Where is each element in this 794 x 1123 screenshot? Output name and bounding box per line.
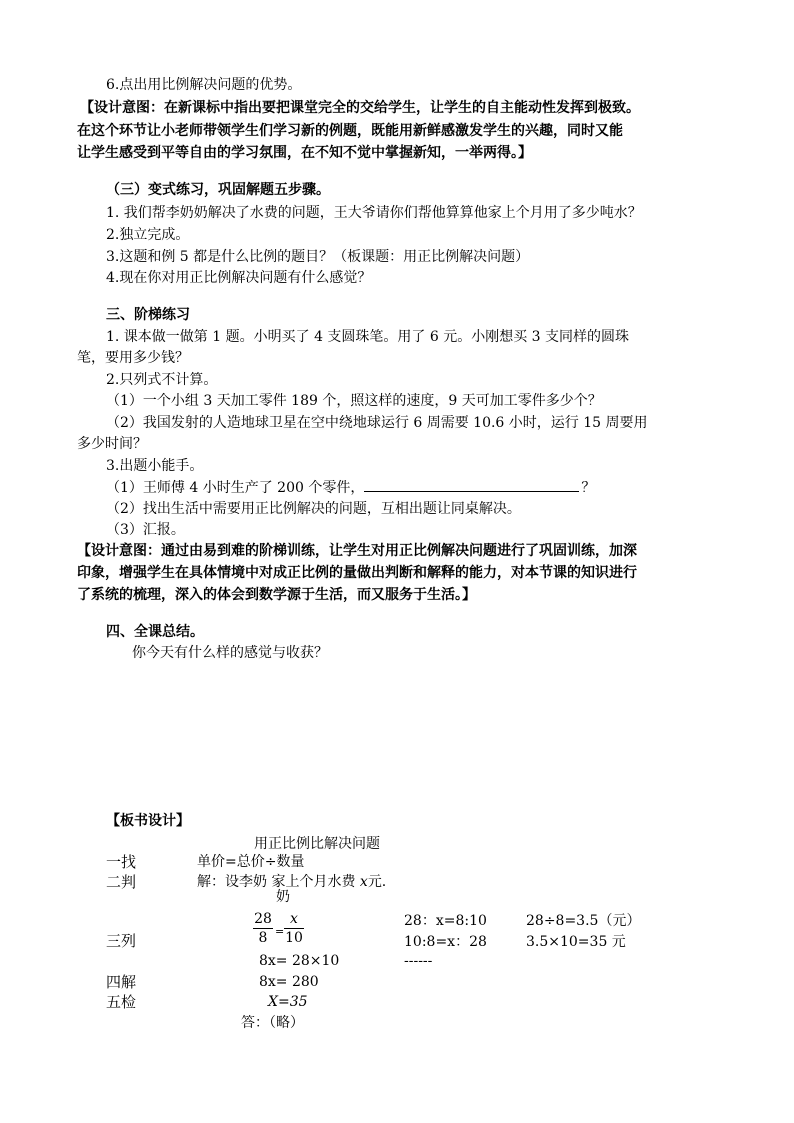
ratio-dots: ------ [404,953,433,969]
step-3-label: 三列 [106,932,137,950]
tiered-q3-3: （3）汇报。 [106,522,185,538]
tiered-q2-1: （1）一个小组 3 天加工零件 189 个，照这样的速度，9 天可加工零件多少个？ [106,393,602,409]
design-note-1-line-2: 在这个环节让小老师带领学生们学习新的例题，既能用新鲜感激发学生的兴趣，同时又能 [77,123,623,139]
board-title: 用正比例比解决问题 [254,836,380,852]
step-4-label: 四解 [106,973,137,991]
step-2-text [197,872,386,892]
fraction-right-numerator: x [290,911,298,927]
tiered-q3-1-prefix: （1）王师傅 4 小时生产了 200 个零件， [106,480,365,496]
tiered-q1-line-2: 笔，要用多少钱？ [77,350,189,366]
ratio-line-1: 28：x=8:10 [404,913,487,929]
design-note-2-line-2: 印象，增强学生在具体情境中对成正比例的量做出判断和解释的能力，对本节课的知识进行 [77,565,637,581]
section-4-question: 你今天有什么样的感觉与收获？ [132,645,328,661]
step-5-equation: X=35 [268,994,308,1010]
tiered-heading: 三、阶梯练习 [106,307,190,323]
equation-expand: 8x= 28×10 [259,953,340,969]
design-note-2-line-1: 【设计意图：通过由易到难的阶梯训练，让学生对用正比例解决问题进行了巩固训练，加深 [77,543,637,559]
tiered-q2-2-line-1: （2）我国发射的人造地球卫星在空中绕地球运行 6 周需要 10.6 小时，运行 15 周要用 [106,415,648,431]
board-heading: 【板书设计】 [106,813,190,829]
fraction-right [284,911,304,946]
step-2-text-a: 解：设李奶 [197,874,267,890]
fraction-equals: = [275,925,285,938]
design-note-1-line-1: 【设计意图：在新课标中指出要把课堂完全的交给学生，让学生的自主能动性发挥到极致。 [80,100,640,116]
calc-line-2: 3.5×10=35 元 [526,934,626,950]
step-2-label: 二判 [106,873,137,891]
section-3-item-3: 3.这题和例 5 都是什么比例的题目？（板课题：用正比例解决问题） [106,249,530,265]
section-3-item-4: 4.现在你对用正比例解决问题有什么感觉？ [106,270,372,286]
section-3-item-1: 1. 我们帮李奶奶解决了水费的问题，王大爷请你们帮他算算他家上个月用了多少吨水？ [106,205,642,221]
step-5-label: 五检 [106,993,137,1011]
design-note-2-line-3: 了系统的梳理，深入的体会到数学源于生活，而又服务于生活。】 [77,587,476,603]
tiered-q1-line-1: 1. 课本做一做第 1 题。小明买了 4 支圆珠笔。用了 6 元。小刚想买 3 支同样的圆珠 [106,329,630,345]
step-1-text: 单价=总价÷数量 [197,854,305,870]
fraction-left-numerator: 28 [254,911,272,927]
step-2-wrap-char: 奶 [276,889,290,905]
fraction-right-denominator: 10 [285,930,303,946]
step-1-label: 一找 [106,853,137,871]
step-4-equation: 8x= 280 [259,974,319,990]
answer-blank [364,477,579,492]
section-3-heading: （三）变式练习，巩固解题五步骤。 [106,182,330,198]
calc-line-1: 28÷8=3.5（元） [526,913,641,929]
section-4-heading: 四、全课总结。 [106,624,204,640]
step-2-text-b: 家上个月水费 [271,874,356,890]
tiered-q3-1 [106,477,595,498]
step-2-text-c: 元. [367,874,387,890]
tiered-q2: 2.只列式不计算。 [106,372,218,388]
item-6: 6.点出用比例解决问题的优势。 [106,77,302,93]
tiered-q3: 3.出题小能手。 [106,458,204,474]
step-2-variable: x [359,874,368,890]
tiered-q3-2: （2）找出生活中需要用正比例解决的问题，互相出题让同桌解决。 [106,501,521,517]
section-3-item-2: 2.独立完成。 [106,227,190,243]
fraction-left [253,911,273,946]
board-answer: 答：（略） [241,1015,304,1031]
tiered-q3-1-suffix: ？ [581,480,596,496]
design-note-1-line-3: 让学生感受到平等自由的学习氛围，在不知不觉中掌握新知，一举两得。】 [77,145,532,161]
tiered-q2-2-line-2: 多少时间？ [77,436,147,452]
ratio-line-2: 10:8=x：28 [404,934,487,950]
fraction-left-denominator: 8 [258,930,268,946]
